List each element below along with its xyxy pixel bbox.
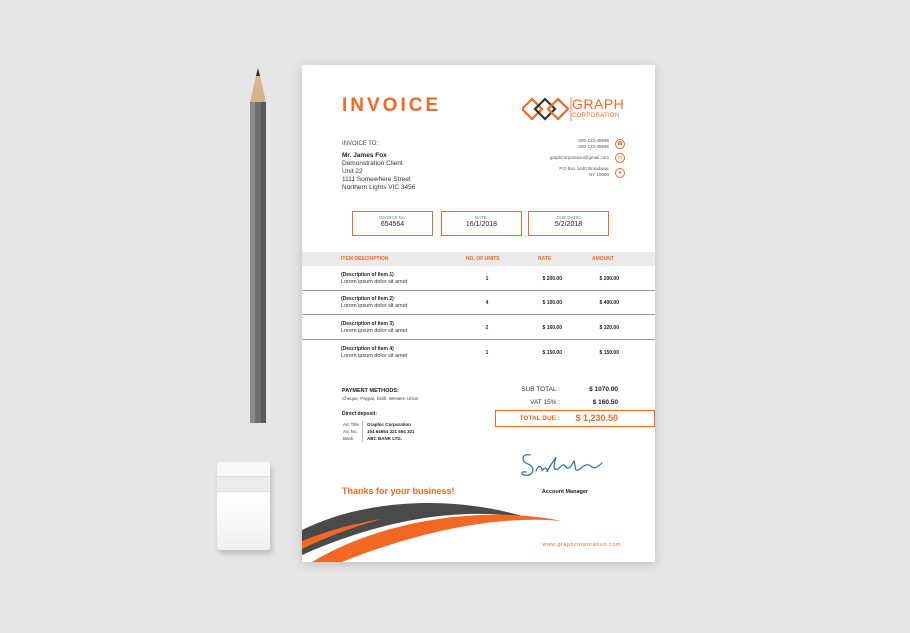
contact-email: graphcorporation@gmail.com [549, 155, 609, 160]
row-divider [302, 314, 655, 315]
contact-address: P.O Box 1440 Broadway, [559, 166, 609, 171]
header-units: NO. OF UNITS [466, 256, 500, 262]
item-title: (Description of Item 3) [341, 321, 394, 327]
item-units: 4 [485, 300, 489, 306]
location-icon: ● [615, 168, 625, 178]
item-description: Lorem ipsum dolor sit amet [341, 353, 408, 359]
website-url: www.graphcorporation.com [542, 542, 621, 548]
mail-icon: ✉ [615, 153, 625, 163]
table-row [302, 292, 655, 315]
total-due-label: TOTAL DUE : [519, 415, 560, 422]
item-rate: $ 100.00 [542, 300, 562, 306]
due-date-label: DUE DATE: [556, 215, 581, 220]
item-title: (Description of Item 1) [341, 272, 394, 278]
header-item-description: ITEM DESCRIPTION [341, 256, 389, 262]
client-name: Mr. James Fox [342, 152, 387, 159]
invoice-number-value: 654564 [380, 221, 405, 228]
account-number-value: 154 64654 321 654 321 [367, 429, 415, 434]
item-amount: $ 400.00 [599, 300, 619, 306]
eraser-band [217, 476, 270, 492]
payment-methods-title: PAYMENT METHODS: [342, 388, 399, 394]
client-address-line: Demonstration Client [342, 160, 403, 167]
bank-label: Bank [343, 436, 354, 441]
table-row [302, 342, 655, 365]
invoice-document [302, 65, 655, 562]
item-description: Lorem ipsum dolor sit amet [341, 303, 408, 309]
signature-role: Account Manager [541, 489, 589, 495]
vat-value: $ 160.50 [592, 399, 618, 406]
account-title-value: Graphic Corporation [367, 422, 412, 427]
client-address-line: Unit 22 [342, 168, 363, 175]
invoice-to-label: INVOICE TO: [342, 141, 379, 147]
thanks-message: Thanks for your business! [342, 486, 455, 496]
due-date-value: 5/2/2018 [554, 221, 583, 228]
table-row [302, 317, 655, 340]
direct-deposit-title: Direct deposit: [342, 411, 378, 417]
contact-phone: 000-123-45696 [578, 138, 609, 143]
item-description: Lorem ipsum dolor sit amet [341, 328, 408, 334]
total-due-value: $ 1,230.50 [575, 413, 618, 423]
payment-methods-list: Cheque, Paypal, Skrill, Western Union [342, 396, 419, 401]
header-rate: RATE [538, 256, 552, 262]
item-units: 1 [485, 350, 489, 356]
item-units: 2 [485, 325, 489, 331]
account-number-label: A/c No. [343, 429, 358, 434]
invoice-title: INVOICE [342, 95, 442, 116]
item-rate: $ 150.00 [542, 350, 562, 356]
row-divider [302, 339, 655, 340]
item-description: Lorem ipsum dolor sit amet [341, 279, 408, 285]
direct-deposit-divider [362, 421, 363, 442]
item-amount: $ 150.00 [599, 350, 619, 356]
logo-subtitle: CORPORATION [572, 113, 620, 119]
item-units: 1 [485, 276, 489, 282]
item-title: (Description of Item 2) [341, 296, 394, 302]
invoice-number-box [352, 211, 433, 236]
header-amount: AMOUNT [592, 256, 614, 262]
signature [514, 447, 609, 485]
client-address-line: Northern Lights VIC 3456 [342, 184, 416, 191]
account-title-label: A/c Title [343, 422, 360, 427]
row-divider [302, 290, 655, 291]
client-address-line: 1111 Somewhere Street [342, 176, 411, 183]
date-box [441, 211, 522, 236]
item-title: (Description of Item 4) [341, 346, 394, 352]
contact-phone: 000-123-45696 [578, 144, 609, 149]
item-rate: $ 200.00 [542, 276, 562, 282]
item-amount: $ 200.00 [599, 276, 619, 282]
contact-address: NY 10080 [589, 172, 609, 177]
bank-value: ABC BANK LTD. [367, 436, 402, 441]
due-date-box [528, 211, 609, 236]
item-amount: $ 320.00 [599, 325, 619, 331]
date-value: 16/1/2018 [465, 221, 498, 228]
item-rate: $ 160.00 [542, 325, 562, 331]
subtotal-value: $ 1070.00 [589, 386, 618, 393]
footer-swoosh [302, 485, 655, 562]
invoice-number-label: INVOICE No: [379, 215, 406, 220]
table-row [302, 268, 655, 291]
phone-icon: ☎ [616, 141, 624, 147]
logo-name: GRAPH [572, 96, 625, 112]
pencil [249, 68, 267, 423]
eraser [217, 462, 270, 550]
date-label: DATE: [475, 215, 488, 220]
vat-label: VAT 15% : [530, 399, 560, 406]
subtotal-label: SUB TOTAL : [521, 386, 560, 393]
